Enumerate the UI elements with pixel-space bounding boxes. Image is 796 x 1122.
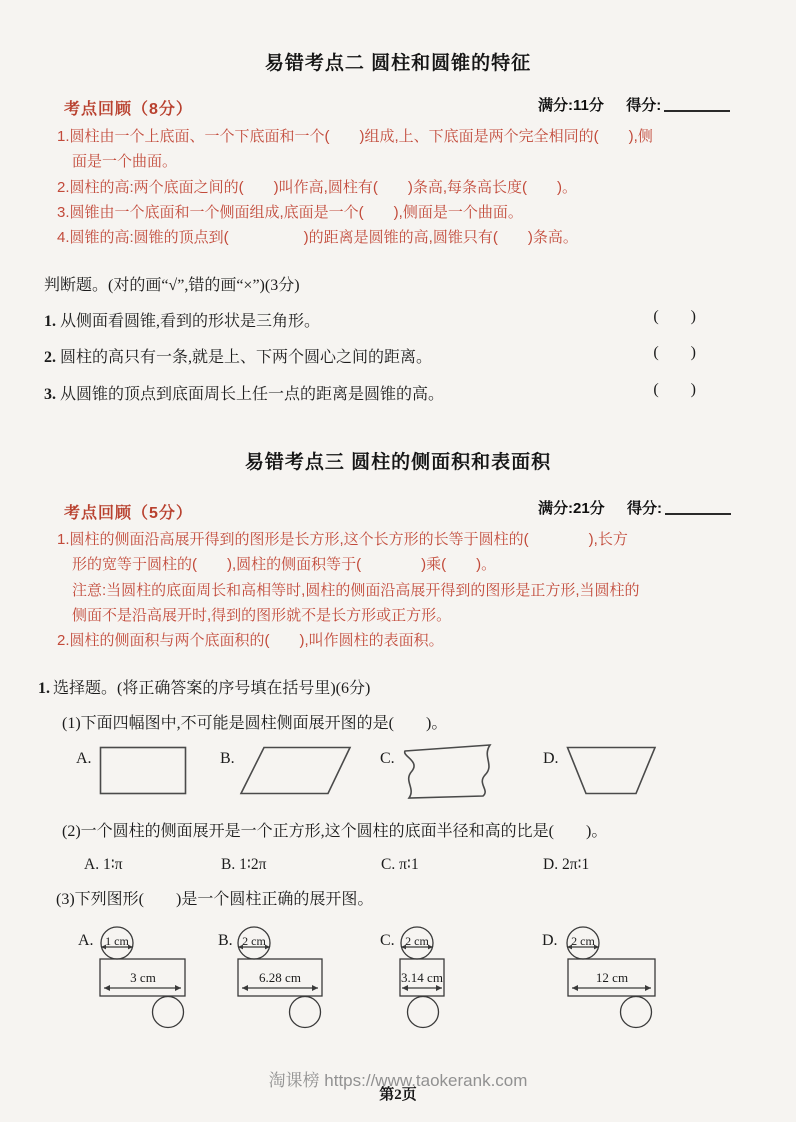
recall-line: 2.圆柱的侧面积与两个底面积的( ),叫作圆柱的表面积。 [57, 632, 444, 650]
net-figure-b [218, 918, 336, 1030]
answer-parentheses: ( ) [653, 381, 696, 398]
score-label: 得分: [626, 97, 662, 114]
choice-q1: (1)下面四幅图中,不可能是圆柱侧面展开图的是( )。 [62, 715, 448, 732]
score-label: 得分: [627, 500, 663, 517]
judge-item-number: 1. [44, 313, 56, 330]
judge-item [44, 381, 696, 404]
net-option-label-b: B. [218, 932, 233, 949]
recall-line: 1.圆柱的侧面沿高展开得到的图形是长方形,这个长方形的长等于圆柱的( ),长方 [57, 531, 628, 548]
shape-option-label-d: D. [543, 750, 559, 767]
recall-line: 3.圆锥由一个底面和一个侧面组成,底面是一个( ),侧面是一个曲面。 [57, 203, 523, 221]
length-label: 12 cm [595, 970, 629, 985]
diameter-label: 2 cm [242, 934, 266, 948]
choice-header [38, 675, 370, 698]
score-blank-line [664, 97, 730, 112]
section-three-review-label: 考点回顾（5分） [64, 505, 193, 522]
shape-option-label-b: B. [220, 750, 235, 767]
recall-line: 1.圆柱由一个上底面、一个下底面和一个( )组成,上、下底面是两个完全相同的( ),侧 [57, 128, 653, 145]
diameter-label: 1 cm [105, 934, 129, 948]
section-two-recall-lines [57, 124, 752, 250]
choice-q2-option-d: D. 2π∶1 [543, 856, 590, 873]
net-option-label-a: A. [78, 932, 94, 949]
net-option-label-d: D. [542, 932, 558, 949]
section-three-title: 易错考点三 圆柱的侧面积和表面积 [244, 452, 552, 473]
choice-q3: (3)下列图形( )是一个圆柱正确的展开图。 [56, 891, 374, 908]
section-three-scorebox [538, 497, 731, 518]
judge-item [44, 308, 696, 331]
shape-d-trapezoid [566, 746, 658, 796]
recall-line: 形的宽等于圆柱的( ),圆柱的侧面积等于( )乘( )。 [72, 556, 497, 574]
length-label: 6.28 cm [259, 970, 301, 985]
section-two-title: 易错考点二 圆柱和圆锥的特征 [264, 53, 532, 74]
score-blank-line [665, 500, 731, 515]
judge-item [44, 344, 696, 367]
recall-line: 2.圆柱的高:两个底面之间的( )叫作高,圆柱有( )条高,每条高长度( )。 [57, 178, 577, 196]
shape-option-label-a: A. [76, 750, 92, 767]
choice-q2: (2)一个圆柱的侧面展开是一个正方形,这个圆柱的底面半径和高的比是( )。 [62, 823, 608, 840]
length-label: 3 cm [130, 970, 156, 985]
net-figure-d [542, 918, 667, 1030]
choice-q2-option-a: A. 1∶π [84, 856, 123, 873]
judge-header: 判断题。(对的画“√”,错的画“×”)(3分) [44, 277, 300, 294]
recall-line: 注意:当圆柱的底面周长和高相等时,圆柱的侧面沿高展开得到的图形是正方形,当圆柱的 [72, 581, 640, 599]
net-figure-c [380, 918, 465, 1030]
diameter-label: 2 cm [405, 934, 429, 948]
answer-parentheses: ( ) [653, 308, 696, 325]
shape-b-parallelogram [240, 746, 354, 796]
choice-q2-option-b: B. 1∶2π [221, 856, 267, 873]
section-two-scorebox [538, 94, 730, 115]
judge-item-number: 3. [44, 386, 56, 403]
footer-page-number: 第2页 [379, 1087, 417, 1103]
section-three-recall-lines [57, 527, 752, 653]
diameter-label: 2 cm [571, 934, 595, 948]
judge-item-text: 从圆锥的顶点到底面周长上任一点的距离是圆锥的高。 [60, 386, 445, 403]
judge-item-number: 2. [44, 349, 56, 366]
shape-option-label-c: C. [380, 750, 395, 767]
shape-c-wavy-band [400, 743, 498, 799]
answer-parentheses: ( ) [653, 344, 696, 361]
judge-item-text: 从侧面看圆锥,看到的形状是三角形。 [60, 313, 321, 330]
recall-line: 侧面不是沿高展开时,得到的图形就不是长方形或正方形。 [72, 606, 452, 624]
bottom-base-circle [290, 997, 321, 1028]
net-option-label-c: C. [380, 932, 395, 949]
choice-header-text: 选择题。(将正确答案的序号填在括号里)(6分) [53, 680, 371, 697]
full-score-label: 满分:11分 [538, 97, 604, 114]
section-two-review-label: 考点回顾（8分） [64, 101, 193, 118]
recall-line: 4.圆锥的高:圆锥的顶点到( )的距离是圆锥的高,圆锥只有( )条高。 [57, 229, 578, 247]
bottom-base-circle [621, 997, 652, 1028]
shape-a-rectangle [99, 746, 189, 796]
net-figure-a [78, 918, 200, 1030]
footer-site-watermark: 淘课榜 https://www.taokerank.com [268, 1071, 528, 1090]
recall-line: 面是一个曲面。 [72, 153, 178, 171]
bottom-base-circle [408, 997, 439, 1028]
judge-item-text: 圆柱的高只有一条,就是上、下两个圆心之间的距离。 [60, 349, 433, 366]
full-score-label: 满分:21分 [538, 500, 605, 517]
bottom-base-circle [153, 997, 184, 1028]
length-label: 3.14 cm [401, 970, 443, 985]
choice-header-number: 1. [38, 680, 50, 697]
choice-q2-option-c: C. π∶1 [381, 856, 419, 873]
